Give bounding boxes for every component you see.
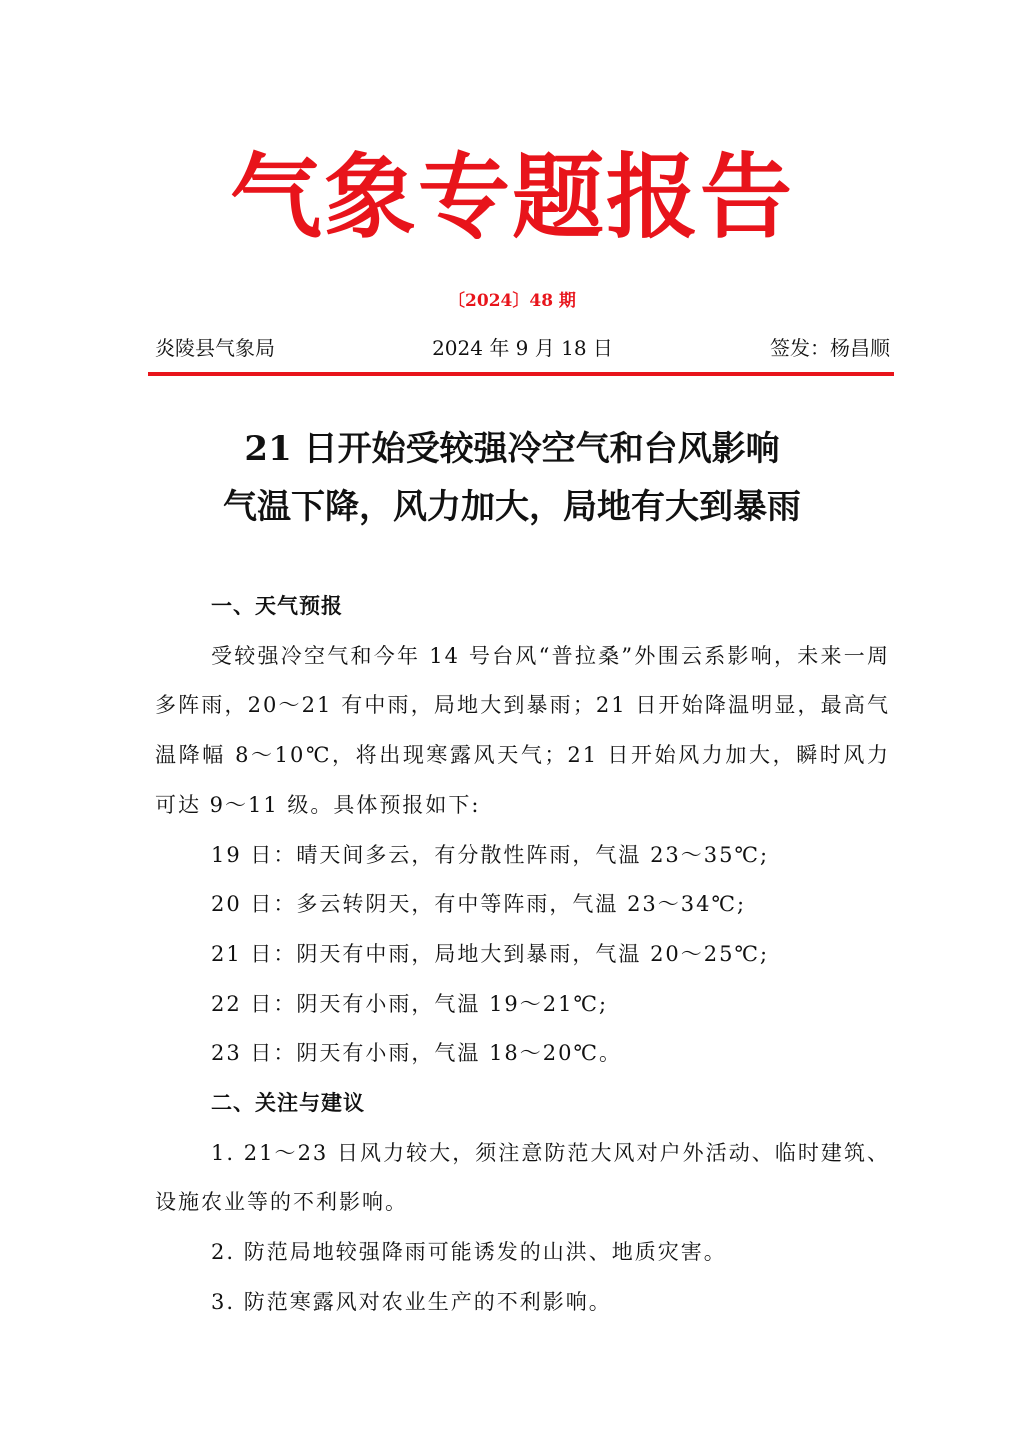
forecast-day: 22 日：阴天有小雨，气温 19～21℃; (211, 991, 609, 1016)
masthead-title: 气象专题报告 (229, 144, 794, 251)
issuing-organization: 炎陵县气象局 (155, 336, 275, 360)
section-title-advice: 二、关注与建议 (211, 1091, 365, 1116)
meta-row (155, 333, 890, 363)
report-body (155, 582, 890, 1328)
forecast-day: 23 日：阴天有小雨，气温 18～20℃。 (211, 1041, 623, 1066)
issue-date: 2024 年 9 月 18 日 (432, 336, 613, 360)
issue-number: 〔2024〕48 期 (448, 291, 576, 311)
section-title-forecast: 一、天气预报 (211, 594, 343, 618)
headline-line-1: 21 日开始受较强冷空气和台风影响 (244, 429, 780, 469)
forecast-day: 20 日：多云转阴天，有中等阵雨，气温 23～34℃; (211, 892, 747, 917)
forecast-intro: 受较强冷空气和今年 14 号台风“普拉桑”外围云系影响，未来一周多阵雨，20～21 有中雨，局地大到暴雨；21 日开始降温明显，最高气温降幅 8～10℃，将出现寒露风天气；21 日开始风力加大，瞬时风力可达 9～11 级。具体预报如下: (155, 643, 890, 817)
headline-line-2: 气温下降，风力加大，局地有大到暴雨 (223, 487, 801, 527)
advice-item: 1. 21～23 日风力较大，须注意防范大风对户外活动、临时建筑、设施农业等的不利影响。 (155, 1140, 890, 1215)
advice-item: 2. 防范局地较强降雨可能诱发的山洪、地质灾害。 (211, 1240, 727, 1265)
forecast-day: 21 日：阴天有中雨，局地大到暴雨，气温 20～25℃; (211, 941, 770, 966)
forecast-day: 19 日：晴天间多云，有分散性阵雨，气温 23～35℃; (211, 842, 770, 867)
red-divider (148, 372, 894, 376)
report-headline (0, 420, 1024, 536)
advice-item: 3. 防范寒露风对农业生产的不利影响。 (211, 1289, 612, 1314)
signer: 签发：杨昌顺 (770, 336, 890, 360)
